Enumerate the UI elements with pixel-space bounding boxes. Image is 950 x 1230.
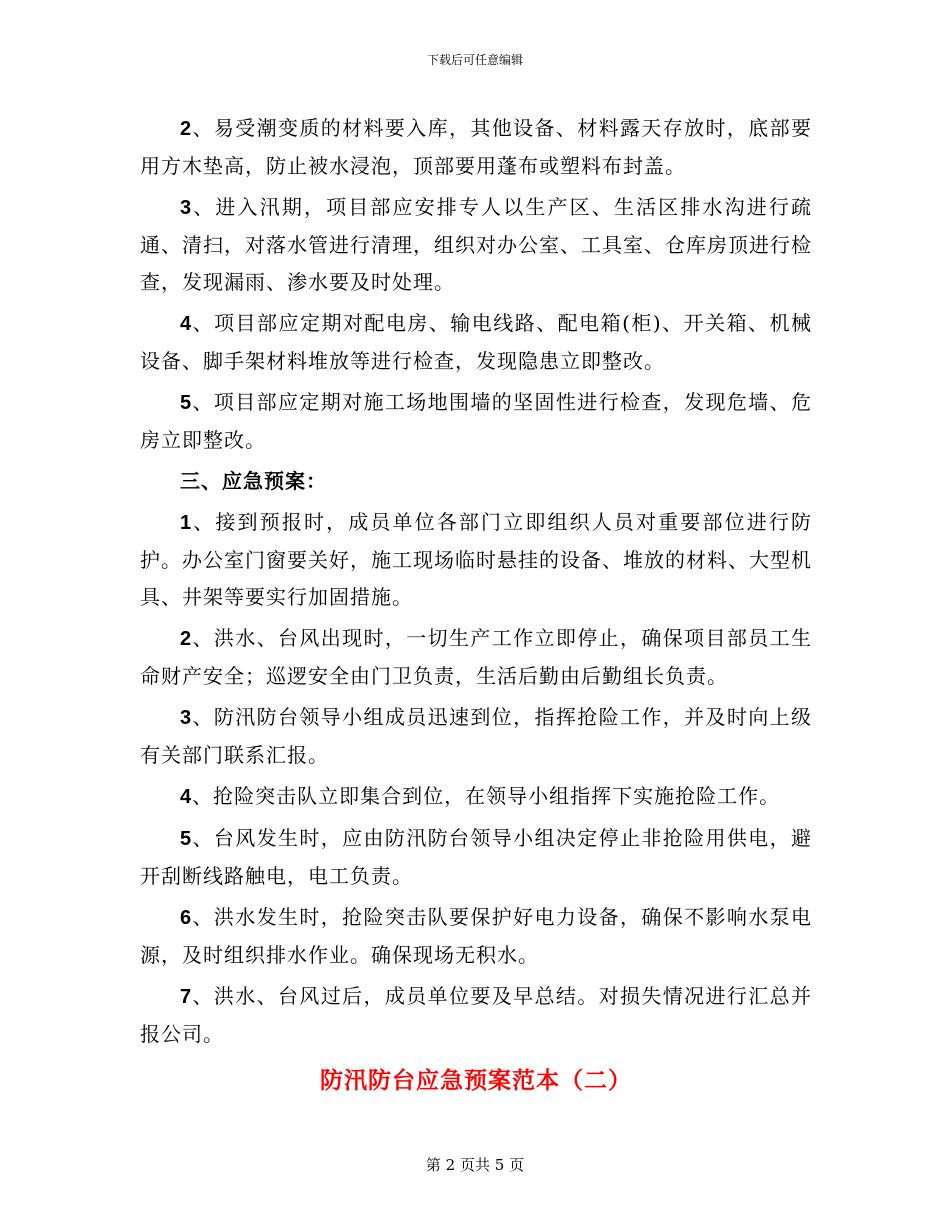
item-number: 3 [180, 197, 193, 219]
item-number: 5 [180, 828, 193, 850]
item-text: 、接到预报时，成员单位各部门立即组织人员对重要部位进行防护。办公室门窗要关好，施工现场临时悬挂的设备、堆放的材料、大型机具、井架等要实行加固措施。 [140, 510, 812, 609]
item-number: 4 [180, 786, 193, 808]
page-header: 下载后可任意编辑 [426, 53, 523, 67]
paragraph-item [140, 778, 812, 816]
paragraph-item [140, 110, 812, 185]
paragraph-item [140, 189, 812, 301]
item-number: 5 [180, 392, 193, 414]
item-number: 1 [180, 512, 193, 534]
item-text: 、洪水、台风过后，成员单位要及早总结。对损失情况进行汇总并报公司。 [140, 984, 812, 1046]
document-body [140, 110, 812, 1101]
paragraph-item [140, 305, 812, 380]
item-number: 2 [180, 628, 193, 650]
paragraph-item [140, 899, 812, 974]
item-number: 3 [180, 707, 193, 729]
item-number: 4 [180, 313, 193, 335]
item-text: 、台风发生时，应由防汛防台领导小组决定停止非抢险用供电，避开刮断线路触电，电工负责。 [140, 826, 812, 888]
item-text: 、易受潮变质的材料要入库，其他设备、材料露天存放时，底部要用方木垫高，防止被水浸泡，顶部要用蓬布或塑料布封盖。 [140, 116, 812, 178]
document-title: 防汛防台应急预案范本（二） [320, 1067, 632, 1094]
section-heading: 三、应急预案： [180, 469, 327, 493]
item-text: 、进入汛期，项目部应安排专人以生产区、生活区排水沟进行疏通、清扫，对落水管进行清理，组织对办公室、工具室、仓库房顶进行检查，发现漏雨、渗水要及时处理。 [140, 195, 812, 294]
paragraph-item [140, 978, 812, 1053]
item-text: 、项目部应定期对配电房、输电线路、配电箱(柜)、开关箱、机械设备、脚手架材料堆放等进行检查，发现隐患立即整改。 [140, 311, 812, 373]
paragraph-group-precautions [140, 110, 812, 459]
item-number: 7 [180, 986, 193, 1008]
page-number-footer: 第 2 页共 5 页 [425, 1156, 525, 1174]
paragraph-item [140, 699, 812, 774]
paragraph-item [140, 384, 812, 459]
paragraph-item [140, 820, 812, 895]
item-text: 、洪水、台风出现时，一切生产工作立即停止，确保项目部员工生命财产安全；巡逻安全由门卫负责，生活后勤由后勤组长负责。 [140, 626, 812, 688]
item-number: 6 [180, 907, 193, 929]
item-text: 、抢险突击队立即集合到位，在领导小组指挥下实施抢险工作。 [192, 784, 781, 808]
paragraph-item [140, 620, 812, 695]
item-number: 2 [180, 118, 193, 140]
item-text: 、项目部应定期对施工场地围墙的坚固性进行检查，发现危墙、危房立即整改。 [140, 390, 812, 452]
item-text: 、防汛防台领导小组成员迅速到位，指挥抢险工作，并及时向上级有关部门联系汇报。 [140, 705, 812, 767]
paragraph-group-emergency-plan [140, 504, 812, 1053]
item-text: 、洪水发生时，抢险突击队要保护好电力设备，确保不影响水泵电源，及时组织排水作业。确保现场无积水。 [140, 905, 812, 967]
paragraph-item [140, 504, 812, 616]
